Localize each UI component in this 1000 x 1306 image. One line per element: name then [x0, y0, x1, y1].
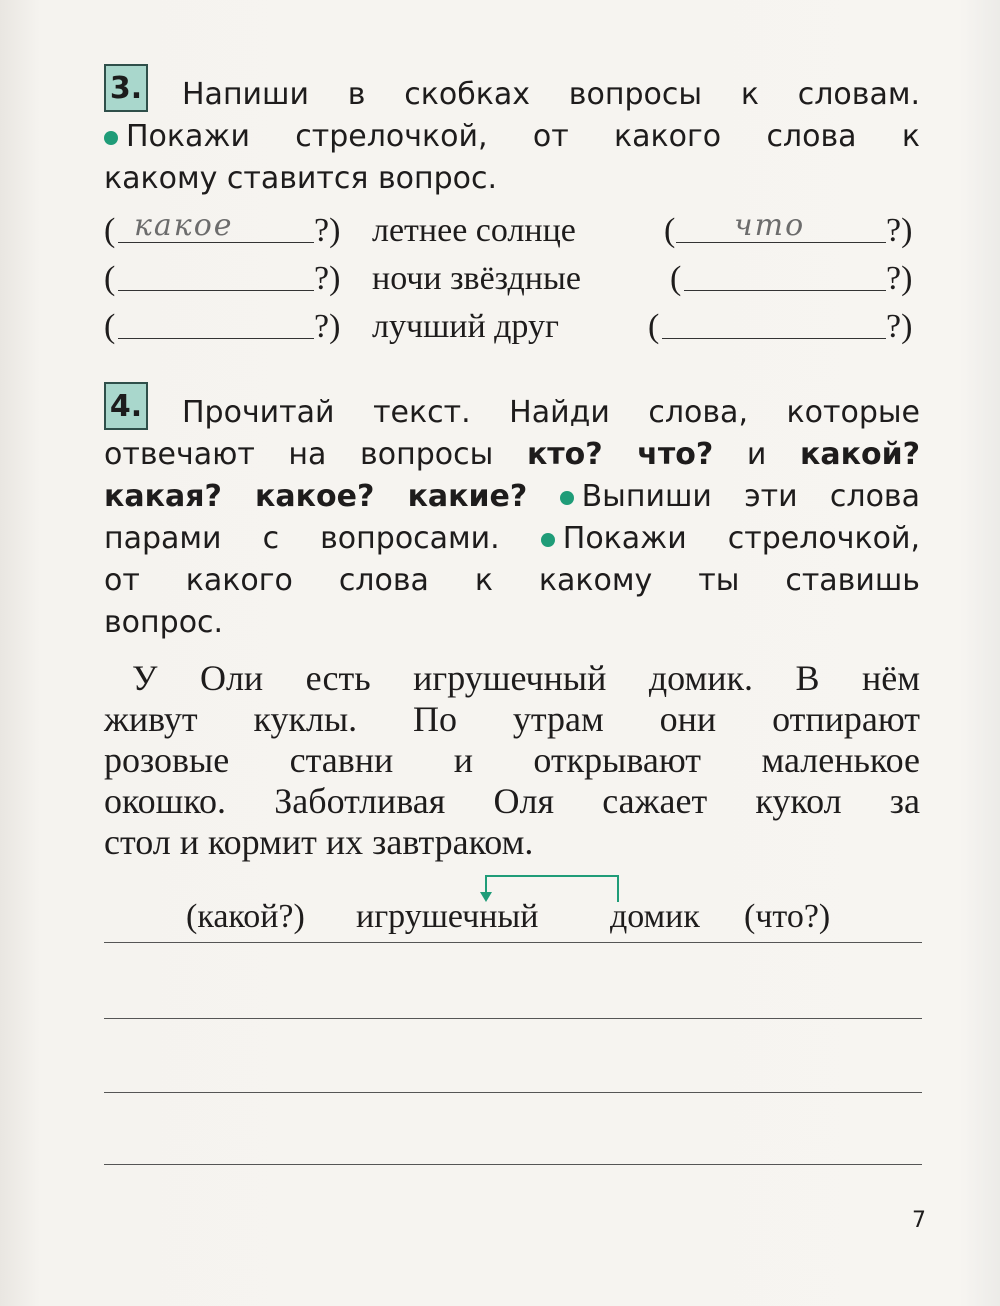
- phrase-3: лучший друг: [372, 308, 559, 345]
- task-4-line-5: от какого слова к какому ты ставишь: [104, 563, 920, 598]
- answer-blank-right-3[interactable]: [662, 308, 886, 339]
- example-question-1: (какой?): [186, 898, 305, 935]
- page-number: 7: [912, 1208, 926, 1233]
- story-line-1: У Оли есть игрушечный домик. В нём: [132, 658, 920, 698]
- writing-line-1[interactable]: [104, 942, 922, 943]
- answer-blank-left-2[interactable]: [118, 260, 314, 291]
- writing-line-3[interactable]: [104, 1092, 922, 1093]
- task-4-line-3: какая? какое? какие? Выпиши эти слова: [104, 479, 920, 514]
- task-3-line-2: Покажи стрелочкой, от какого слова к: [104, 116, 920, 158]
- task-3-row-2: ( ?) ночи звёздные ( ?): [104, 260, 913, 297]
- answer-blank-right-2[interactable]: [684, 260, 886, 291]
- task-3-line-3: какому ставится вопрос.: [104, 161, 498, 196]
- task-4-line-2: отвечают на вопросы кто? что? и какой?: [104, 437, 921, 472]
- task-4-line-6: вопрос.: [104, 605, 224, 640]
- story-line-3: розовые ставни и открывают маленькое: [104, 740, 920, 780]
- handwritten-answer-right-1: что: [734, 208, 806, 243]
- example-question-2: (что?): [744, 898, 831, 935]
- phrase-2: ночи звёздные: [372, 260, 581, 297]
- phrase-1: летнее солнце: [372, 212, 576, 249]
- task-3-row-3: ( ?) лучший друг ( ?): [104, 308, 913, 345]
- example-word-2: домик: [610, 898, 700, 935]
- story-line-2: живут куклы. По утрам они отпирают: [104, 699, 920, 739]
- example-word-1: игрушечный: [356, 898, 539, 935]
- bullet-icon: [104, 131, 118, 145]
- task-3-line-1: Напиши в скобках вопросы к словам.: [182, 77, 920, 112]
- answer-blank-left-3[interactable]: [118, 308, 314, 339]
- task-4-line-1: Прочитай текст. Найди слова, которые: [182, 395, 920, 430]
- handwritten-answer-left-1: какое: [134, 208, 234, 243]
- story-line-5: стол и кормит их завтраком.: [104, 822, 534, 862]
- story-line-4: окошко. Заботливая Оля сажает кукол за: [104, 781, 920, 821]
- task-3-number: 3.: [104, 64, 148, 112]
- writing-line-2[interactable]: [104, 1018, 922, 1019]
- writing-line-4[interactable]: [104, 1164, 922, 1165]
- task-4-line-4: парами с вопросами. Покажи стрелочкой,: [104, 521, 920, 556]
- bullet-icon: [560, 491, 574, 505]
- bullet-icon: [541, 533, 555, 547]
- task-3-row-1: ( какое ?) летнее солнце ( что ?): [104, 208, 913, 249]
- task-4-number: 4.: [104, 382, 148, 430]
